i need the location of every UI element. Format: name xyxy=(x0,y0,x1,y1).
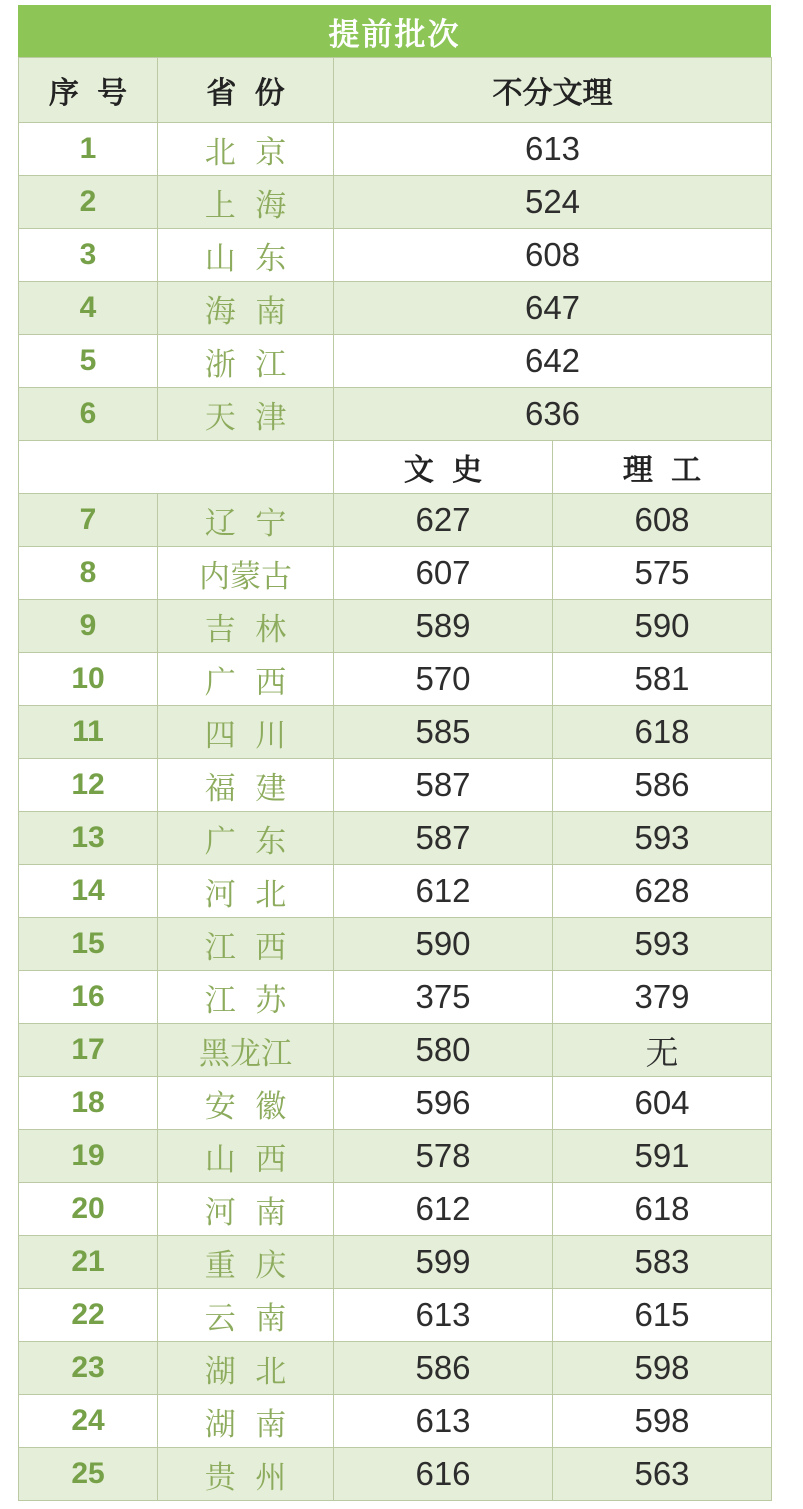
table-title-banner xyxy=(18,5,771,57)
serial-cell: 1 xyxy=(19,123,158,176)
province-cell: 河 南 xyxy=(158,1183,334,1236)
arts-score-cell: 578 xyxy=(334,1130,553,1183)
table-row xyxy=(19,1395,772,1448)
table-row xyxy=(19,1342,772,1395)
serial-cell: 3 xyxy=(19,229,158,282)
combined-score-cell: 647 xyxy=(334,282,772,335)
science-score-cell: 无 xyxy=(553,1024,772,1077)
arts-score-cell: 616 xyxy=(334,1448,553,1501)
province-cell: 江 苏 xyxy=(158,971,334,1024)
province-cell: 山 东 xyxy=(158,229,334,282)
header-section xyxy=(19,58,772,123)
serial-cell: 16 xyxy=(19,971,158,1024)
province-cell: 海 南 xyxy=(158,282,334,335)
header-province: 省 份 xyxy=(158,58,334,123)
table-row xyxy=(19,282,772,335)
serial-cell: 13 xyxy=(19,812,158,865)
arts-score-cell: 607 xyxy=(334,547,553,600)
table-row xyxy=(19,547,772,600)
arts-score-cell: 613 xyxy=(334,1289,553,1342)
serial-cell: 4 xyxy=(19,282,158,335)
province-cell: 内蒙古 xyxy=(158,547,334,600)
province-cell: 贵 州 xyxy=(158,1448,334,1501)
table-row xyxy=(19,812,772,865)
header-combined-score: 不分文理 xyxy=(334,58,772,123)
table-row xyxy=(19,1448,772,1501)
serial-cell: 20 xyxy=(19,1183,158,1236)
serial-cell: 15 xyxy=(19,918,158,971)
serial-cell: 11 xyxy=(19,706,158,759)
table-row xyxy=(19,1077,772,1130)
science-score-cell: 593 xyxy=(553,918,772,971)
province-cell: 浙 江 xyxy=(158,335,334,388)
subheader-section xyxy=(19,441,772,494)
province-cell: 湖 南 xyxy=(158,1395,334,1448)
serial-cell: 25 xyxy=(19,1448,158,1501)
science-score-cell: 591 xyxy=(553,1130,772,1183)
subheader-empty-cell xyxy=(19,441,334,494)
combined-score-cell: 608 xyxy=(334,229,772,282)
serial-cell: 19 xyxy=(19,1130,158,1183)
table-row xyxy=(19,1183,772,1236)
combined-score-cell: 642 xyxy=(334,335,772,388)
split-score-rows xyxy=(19,494,772,1501)
arts-score-cell: 590 xyxy=(334,918,553,971)
serial-cell: 9 xyxy=(19,600,158,653)
province-cell: 安 徽 xyxy=(158,1077,334,1130)
science-score-cell: 590 xyxy=(553,600,772,653)
arts-score-cell: 587 xyxy=(334,759,553,812)
combined-score-cell: 613 xyxy=(334,123,772,176)
serial-cell: 2 xyxy=(19,176,158,229)
table-row xyxy=(19,600,772,653)
serial-cell: 12 xyxy=(19,759,158,812)
table-row xyxy=(19,388,772,441)
table-row xyxy=(19,1236,772,1289)
serial-cell: 7 xyxy=(19,494,158,547)
serial-cell: 24 xyxy=(19,1395,158,1448)
subheader-science: 理 工 xyxy=(553,441,772,494)
province-cell: 云 南 xyxy=(158,1289,334,1342)
province-cell: 河 北 xyxy=(158,865,334,918)
serial-cell: 21 xyxy=(19,1236,158,1289)
province-cell: 北 京 xyxy=(158,123,334,176)
combined-score-rows xyxy=(19,123,772,441)
header-serial: 序 号 xyxy=(19,58,158,123)
province-cell: 黑龙江 xyxy=(158,1024,334,1077)
science-score-cell: 379 xyxy=(553,971,772,1024)
science-score-cell: 604 xyxy=(553,1077,772,1130)
province-cell: 四 川 xyxy=(158,706,334,759)
province-cell: 山 西 xyxy=(158,1130,334,1183)
table-row xyxy=(19,971,772,1024)
table-row xyxy=(19,335,772,388)
province-cell: 广 西 xyxy=(158,653,334,706)
serial-cell: 8 xyxy=(19,547,158,600)
serial-cell: 18 xyxy=(19,1077,158,1130)
science-score-cell: 593 xyxy=(553,812,772,865)
admission-score-table-wrap xyxy=(18,5,771,1501)
science-score-cell: 618 xyxy=(553,1183,772,1236)
province-cell: 江 西 xyxy=(158,918,334,971)
table-row xyxy=(19,176,772,229)
serial-cell: 23 xyxy=(19,1342,158,1395)
table-row xyxy=(19,706,772,759)
arts-score-cell: 589 xyxy=(334,600,553,653)
arts-score-cell: 596 xyxy=(334,1077,553,1130)
arts-score-cell: 586 xyxy=(334,1342,553,1395)
arts-score-cell: 570 xyxy=(334,653,553,706)
score-table xyxy=(18,57,772,1501)
science-score-cell: 608 xyxy=(553,494,772,547)
combined-score-cell: 636 xyxy=(334,388,772,441)
province-cell: 重 庆 xyxy=(158,1236,334,1289)
table-row xyxy=(19,865,772,918)
science-score-cell: 586 xyxy=(553,759,772,812)
table-row xyxy=(19,918,772,971)
province-cell: 湖 北 xyxy=(158,1342,334,1395)
serial-cell: 5 xyxy=(19,335,158,388)
subheader-arts: 文 史 xyxy=(334,441,553,494)
serial-cell: 6 xyxy=(19,388,158,441)
table-row xyxy=(19,653,772,706)
science-score-cell: 583 xyxy=(553,1236,772,1289)
arts-score-cell: 599 xyxy=(334,1236,553,1289)
arts-score-cell: 612 xyxy=(334,1183,553,1236)
province-cell: 上 海 xyxy=(158,176,334,229)
province-cell: 广 东 xyxy=(158,812,334,865)
science-score-cell: 575 xyxy=(553,547,772,600)
province-cell: 天 津 xyxy=(158,388,334,441)
combined-score-cell: 524 xyxy=(334,176,772,229)
serial-cell: 10 xyxy=(19,653,158,706)
serial-cell: 22 xyxy=(19,1289,158,1342)
science-score-cell: 618 xyxy=(553,706,772,759)
arts-score-cell: 627 xyxy=(334,494,553,547)
arts-score-cell: 587 xyxy=(334,812,553,865)
table-row xyxy=(19,123,772,176)
table-row xyxy=(19,1130,772,1183)
science-score-cell: 598 xyxy=(553,1395,772,1448)
table-row xyxy=(19,1024,772,1077)
science-score-cell: 598 xyxy=(553,1342,772,1395)
table-row xyxy=(19,494,772,547)
arts-score-cell: 375 xyxy=(334,971,553,1024)
province-cell: 福 建 xyxy=(158,759,334,812)
science-score-cell: 581 xyxy=(553,653,772,706)
science-score-cell: 563 xyxy=(553,1448,772,1501)
serial-cell: 17 xyxy=(19,1024,158,1077)
arts-score-cell: 585 xyxy=(334,706,553,759)
table-row xyxy=(19,229,772,282)
subheader-row xyxy=(19,441,772,494)
table-row xyxy=(19,1289,772,1342)
arts-score-cell: 613 xyxy=(334,1395,553,1448)
province-cell: 吉 林 xyxy=(158,600,334,653)
header-row xyxy=(19,58,772,123)
serial-cell: 14 xyxy=(19,865,158,918)
table-title: 提前批次 xyxy=(328,16,461,52)
arts-score-cell: 580 xyxy=(334,1024,553,1077)
science-score-cell: 615 xyxy=(553,1289,772,1342)
table-row xyxy=(19,759,772,812)
arts-score-cell: 612 xyxy=(334,865,553,918)
province-cell: 辽 宁 xyxy=(158,494,334,547)
science-score-cell: 628 xyxy=(553,865,772,918)
